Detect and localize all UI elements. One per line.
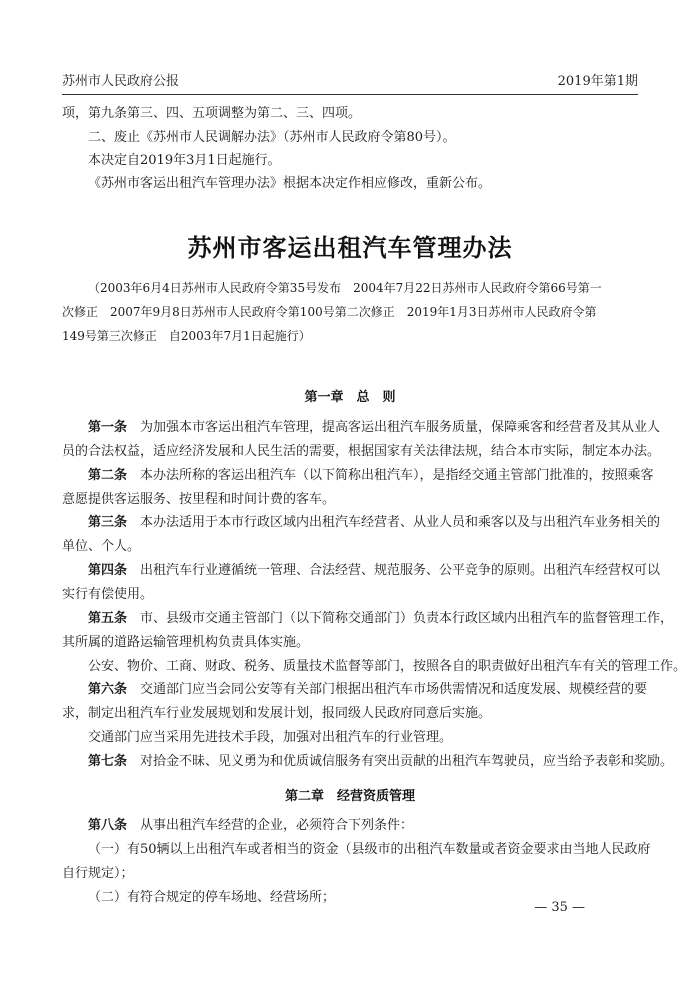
article-text: 出租汽车行业遵循统一管理、合法经营、规范服务、公平竞争的原则。出租汽车经营权可以	[140, 563, 661, 578]
article-text: 本办法所称的客运出租汽车（以下简称出租汽车），是指经交通主管部门批准的，按照乘客	[140, 468, 654, 483]
article-text-line: 求，制定出租汽车行业发展规划和发展计划，报同级人民政府同意后实施。	[62, 706, 492, 721]
article-text-line: 交通部门应当采用先进技术手段，加强对出租汽车的行业管理。	[88, 730, 453, 745]
article-label: 第二条	[88, 468, 128, 483]
publication-name: 苏州市人民政府公报	[62, 74, 180, 89]
header-rule	[62, 94, 638, 95]
article-label: 第七条	[88, 754, 128, 769]
article-text-line: 单位、个人。	[62, 539, 141, 554]
article-7	[88, 752, 673, 772]
article-4	[88, 561, 660, 581]
article-8	[88, 816, 413, 836]
article-label: 第五条	[88, 611, 128, 626]
issue-number: 2019年第1期	[557, 74, 638, 89]
article-text-line: 公安、物价、工商、财政、税务、质量技术监督等部门，按照各自的职责做好出租汽车有关的管理工作。	[88, 659, 687, 674]
article-6	[88, 680, 647, 700]
article-text: 市、县级市交通主管部门（以下简称交通部门）负责本行政区域内出租汽车的监督管理工作，	[140, 611, 674, 626]
preamble-line: 项，第九条第三、四、五项调整为第二、三、四项。	[62, 106, 362, 121]
article-2	[88, 466, 654, 486]
article-text-line: 意愿提供客运服务、按里程和时间计费的客车。	[62, 492, 336, 507]
article-text-line: 员的合法权益，适应经济发展和人民生活的需要，根据国家有关法律法规，结合本市实际，制定本办法。	[62, 444, 661, 459]
article-text: 交通部门应当会同公安等有关部门根据出租汽车市场供需情况和适度发展、规模经营的要	[140, 682, 648, 697]
condition-line: （一）有50辆以上出租汽车或者相当的资金（县级市的出租汽车数量或者资金要求由当地人民政府	[88, 842, 651, 857]
preamble-line: 本决定自2019年3月1日起施行。	[88, 153, 281, 168]
article-text: 本办法适用于本市行政区域内出租汽车经营者、从业人员和乘客以及与出租汽车业务相关的	[140, 515, 661, 530]
history-line: 149号第三次修正 自2003年7月1日起施行）	[62, 329, 311, 343]
chapter-heading: 第一章 总 则	[304, 390, 396, 405]
history-line: （2003年6月4日苏州市人民政府令第35号发布 2004年7月22日苏州市人民政府令第66号第一	[88, 281, 602, 295]
article-label: 第四条	[88, 563, 128, 578]
article-text: 从事出租汽车经营的企业，必须符合下列条件：	[140, 818, 414, 833]
document-title: 苏州市客运出租汽车管理办法	[187, 233, 513, 262]
article-1	[88, 418, 660, 438]
article-label: 第六条	[88, 682, 128, 697]
article-3	[88, 513, 660, 533]
article-label: 第八条	[88, 818, 128, 833]
article-5	[88, 609, 673, 629]
article-text-line: 其所属的道路运输管理机构负责具体实施。	[62, 635, 310, 650]
chapter-heading: 第二章 经营资质管理	[284, 789, 415, 804]
preamble-line: 二、废止《苏州市人民调解办法》（苏州市人民政府令第80号）。	[88, 130, 456, 145]
condition-line: （二）有符合规定的停车场地、经营场所；	[88, 890, 336, 905]
preamble-line: 《苏州市客运出租汽车管理办法》根据本决定作相应修改，重新公布。	[88, 176, 492, 191]
condition-line: 自行规定）；	[62, 866, 134, 881]
article-text: 对拾金不昧、见义勇为和优质诚信服务有突出贡献的出租汽车驾驶员，应当给予表彰和奖励。	[140, 754, 674, 769]
page-number: — 35 —	[534, 900, 585, 915]
article-text-line: 实行有偿使用。	[62, 587, 154, 602]
article-label: 第三条	[88, 515, 128, 530]
article-label: 第一条	[88, 420, 128, 435]
article-text: 为加强本市客运出租汽车管理，提高客运出租汽车服务质量，保障乘客和经营者及其从业人	[140, 420, 661, 435]
history-line: 次修正 2007年9月8日苏州市人民政府令第100号第二次修正 2019年1月3日苏州市人民政府令第	[62, 305, 597, 319]
page-header	[62, 70, 638, 90]
